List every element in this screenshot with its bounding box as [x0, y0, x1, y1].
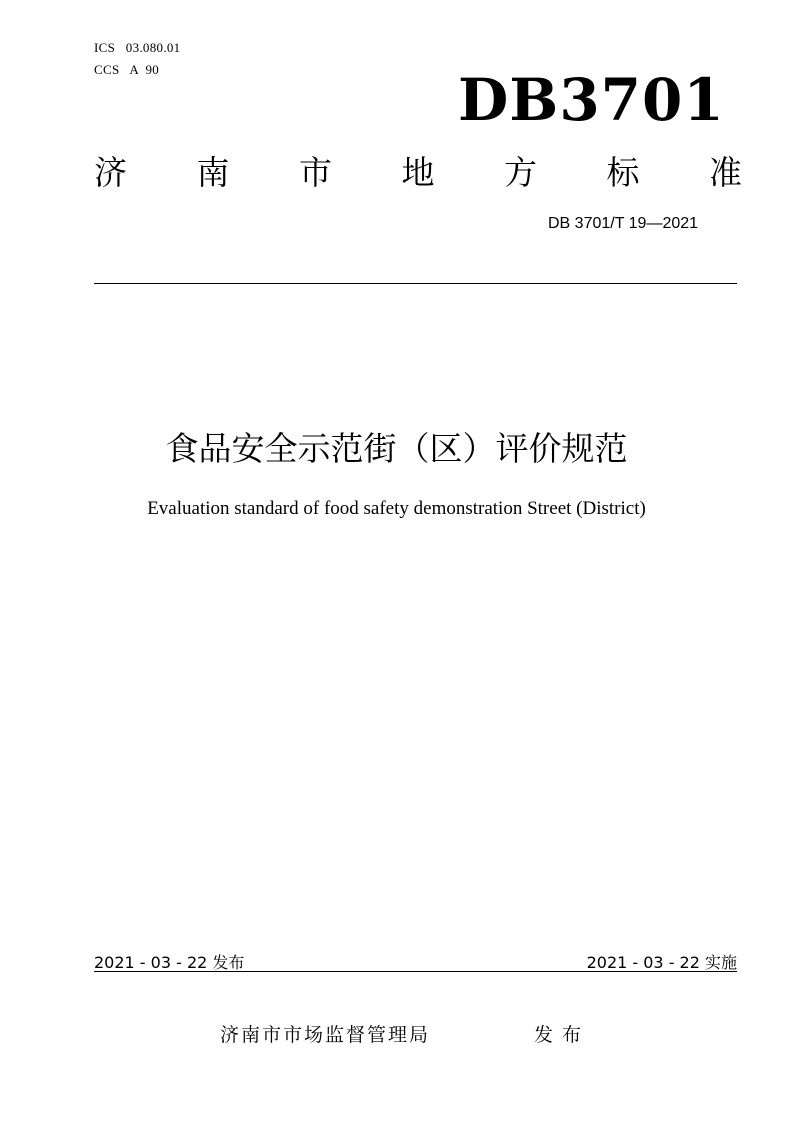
standard-type-heading — [94, 150, 742, 196]
standard-type-char: 标 — [606, 153, 640, 192]
footer-divider — [94, 971, 737, 972]
standard-type-char: 准 — [709, 153, 742, 192]
header-divider — [94, 283, 737, 284]
issuing-action: 发布 — [534, 1024, 591, 1046]
standard-type-char: 南 — [196, 153, 230, 192]
standard-number: DB 3701/T 19—2021 — [548, 215, 699, 232]
standard-type-char: 济 — [94, 153, 127, 192]
ccs-code: CCS A 90 — [94, 62, 160, 77]
implementation-date: 2021 - 03 - 22 实施 — [586, 953, 737, 972]
standard-type-char: 方 — [504, 153, 537, 192]
document-title-english: Evaluation standard of food safety demonstration Street (District) — [147, 498, 646, 519]
document-title-chinese: 食品安全示范街（区）评价规范 — [165, 429, 628, 468]
standard-code-logo: DB3701 — [458, 66, 725, 134]
issue-date: 2021 - 03 - 22 发布 — [94, 953, 245, 972]
ics-code: ICS 03.080.01 — [94, 40, 181, 55]
standard-type-char: 市 — [299, 153, 332, 192]
standard-type-char: 地 — [401, 153, 435, 192]
issuing-authority: 济南市市场监督管理局 — [220, 1024, 431, 1046]
